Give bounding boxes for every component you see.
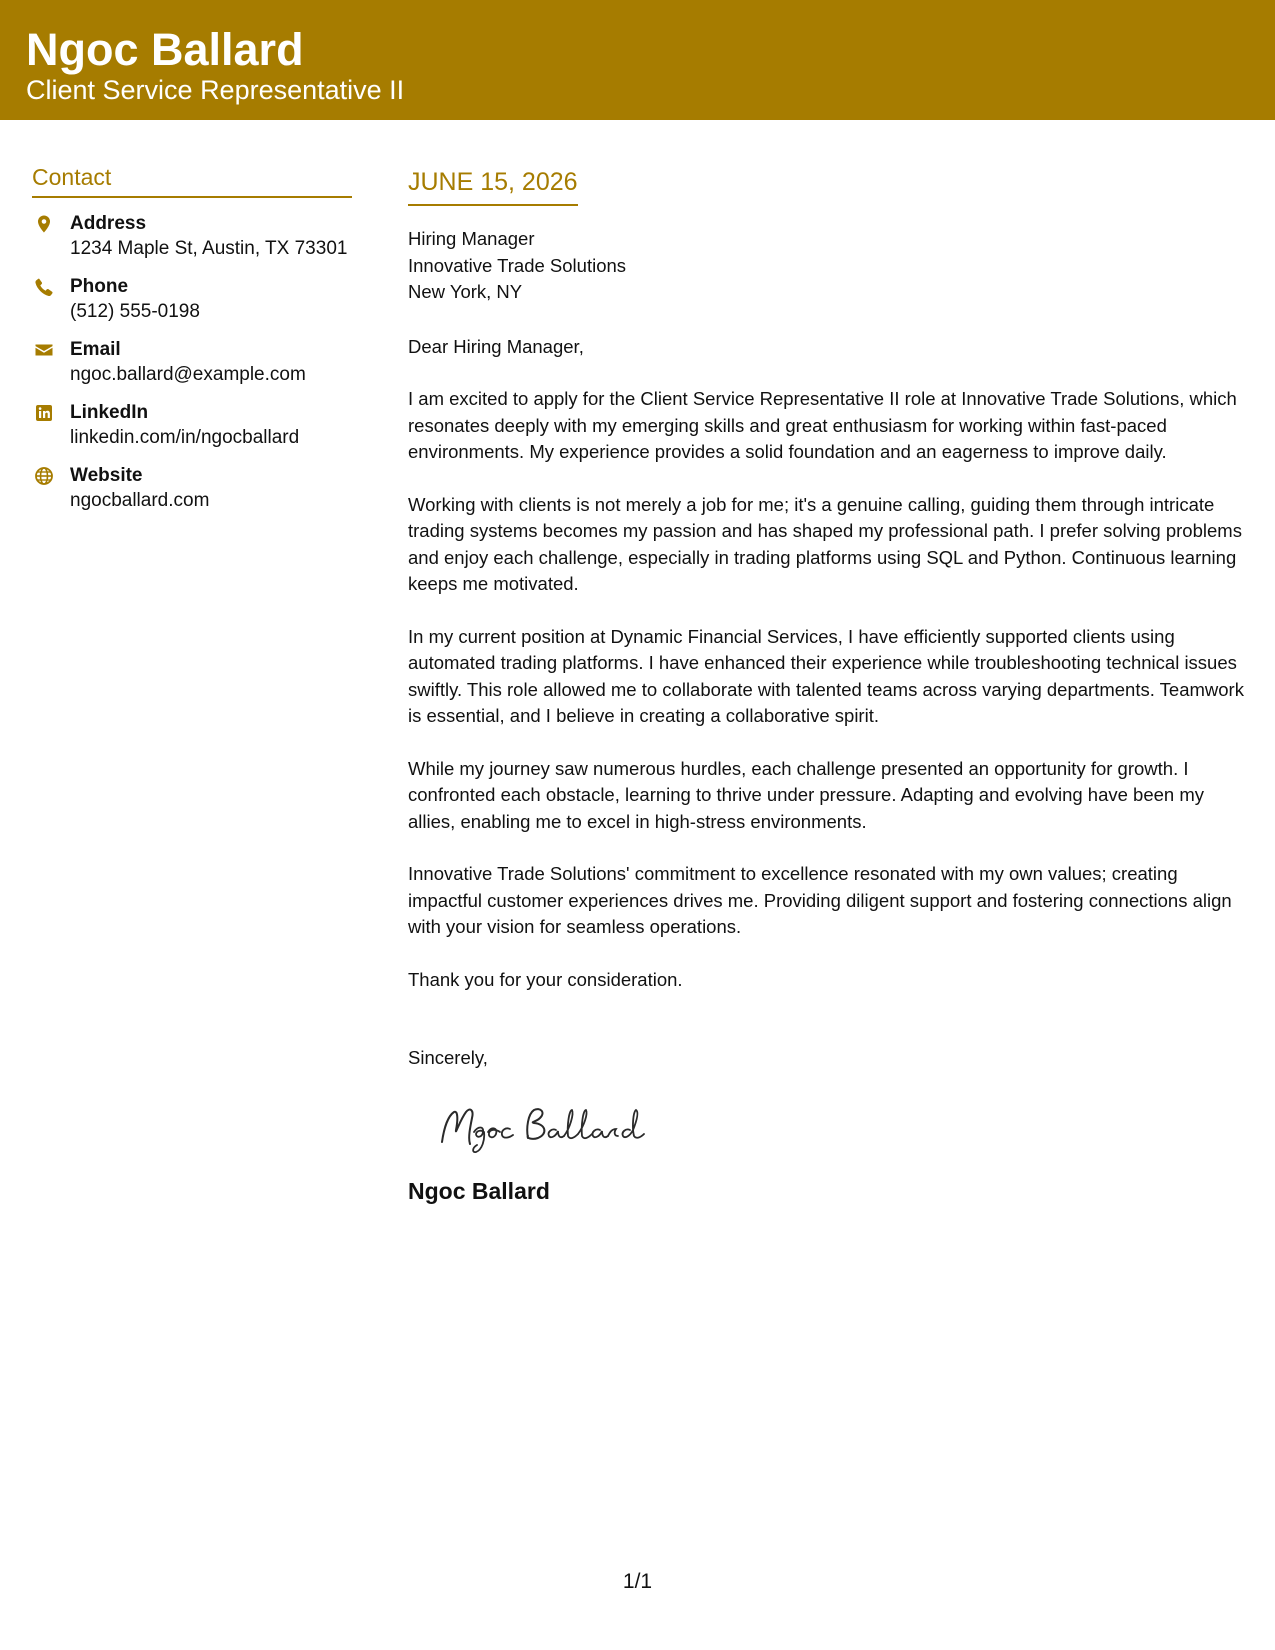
website-value[interactable]: ngocballard.com: [70, 490, 210, 511]
recipient-line: New York, NY: [408, 281, 523, 302]
globe-icon: [34, 466, 54, 486]
phone-icon: [34, 277, 54, 297]
envelope-icon: [34, 340, 54, 360]
body-paragraph: I am excited to apply for the Client Service Representative II role at Innovative Trade Solutions, which resonates deeply with my emerging skills and great enthusiasm for working within fast-paced environments. My experience provides a solid foundation and an eagerness to improve daily.: [408, 388, 1237, 462]
handwritten-signature: [430, 1098, 670, 1158]
recipient-line: Hiring Manager: [408, 228, 535, 249]
header-banner: [0, 0, 1275, 120]
contact-label: LinkedIn: [70, 402, 149, 423]
contact-label: Website: [70, 465, 143, 486]
letter-body: [408, 166, 1246, 1206]
contact-sidebar: [32, 162, 352, 527]
page-number: 1/1: [622, 1570, 653, 1593]
address-value: 1234 Maple St, Austin, TX 73301: [70, 238, 348, 259]
map-pin-icon: [34, 214, 54, 234]
phone-value: (512) 555-0198: [70, 301, 200, 322]
contact-item-linkedin: [32, 401, 352, 464]
contact-item-email: [32, 338, 352, 401]
job-title: Client Service Representative II: [26, 75, 405, 105]
recipient-line: Innovative Trade Solutions: [408, 254, 627, 276]
closing-thanks: Thank you for your consideration.: [408, 968, 683, 990]
recipient-block: [408, 226, 1246, 306]
letter-date: JUNE 15, 2026: [408, 166, 578, 206]
contact-label: Email: [70, 339, 121, 360]
body-paragraph: Innovative Trade Solutions' commitment to excellence resonated with my own values; creating impactful customer experiences drives me. Providing diligent support and fostering connections align with your vision for seamless operations.: [408, 863, 1232, 937]
body-paragraph: In my current position at Dynamic Financial Services, I have efficiently supported clients using automated trading platforms. I have enhanced their experience while troubleshooting technical issues swiftly. This role allowed me to collaborate with talented teams across varying departments. Teamwork is essential, and I believe in creating a collaborative spirit.: [408, 625, 1244, 726]
contact-list: [32, 212, 352, 527]
signed-name: Ngoc Ballard: [408, 1177, 550, 1204]
email-value[interactable]: ngoc.ballard@example.com: [70, 364, 306, 385]
body-paragraph: While my journey saw numerous hurdles, each challenge presented an opportunity for growth. I confronted each obstacle, learning to thrive under pressure. Adapting and evolving have been my allies, enabling me to excel in high-stress environments.: [408, 757, 1205, 832]
body-paragraph: Working with clients is not merely a job for me; it's a genuine calling, guiding them through intricate trading systems becomes my passion and has shaped my professional path. I prefer solving problems and enjoy each challenge, especially in trading platforms using SQL and Python. Continuous learning keeps me motivated.: [408, 493, 1242, 594]
linkedin-icon: [34, 403, 54, 423]
salutation: Dear Hiring Manager,: [408, 335, 584, 357]
signoff: Sincerely,: [408, 1047, 488, 1068]
contact-item-website: [32, 464, 352, 527]
contact-item-phone: [32, 275, 352, 338]
linkedin-value[interactable]: linkedin.com/in/ngocballard: [70, 427, 300, 448]
contact-heading: Contact: [32, 162, 352, 198]
contact-label: Address: [70, 213, 147, 234]
applicant-name: Ngoc Ballard: [26, 24, 304, 75]
contact-item-address: [32, 212, 352, 275]
contact-label: Phone: [70, 276, 129, 297]
